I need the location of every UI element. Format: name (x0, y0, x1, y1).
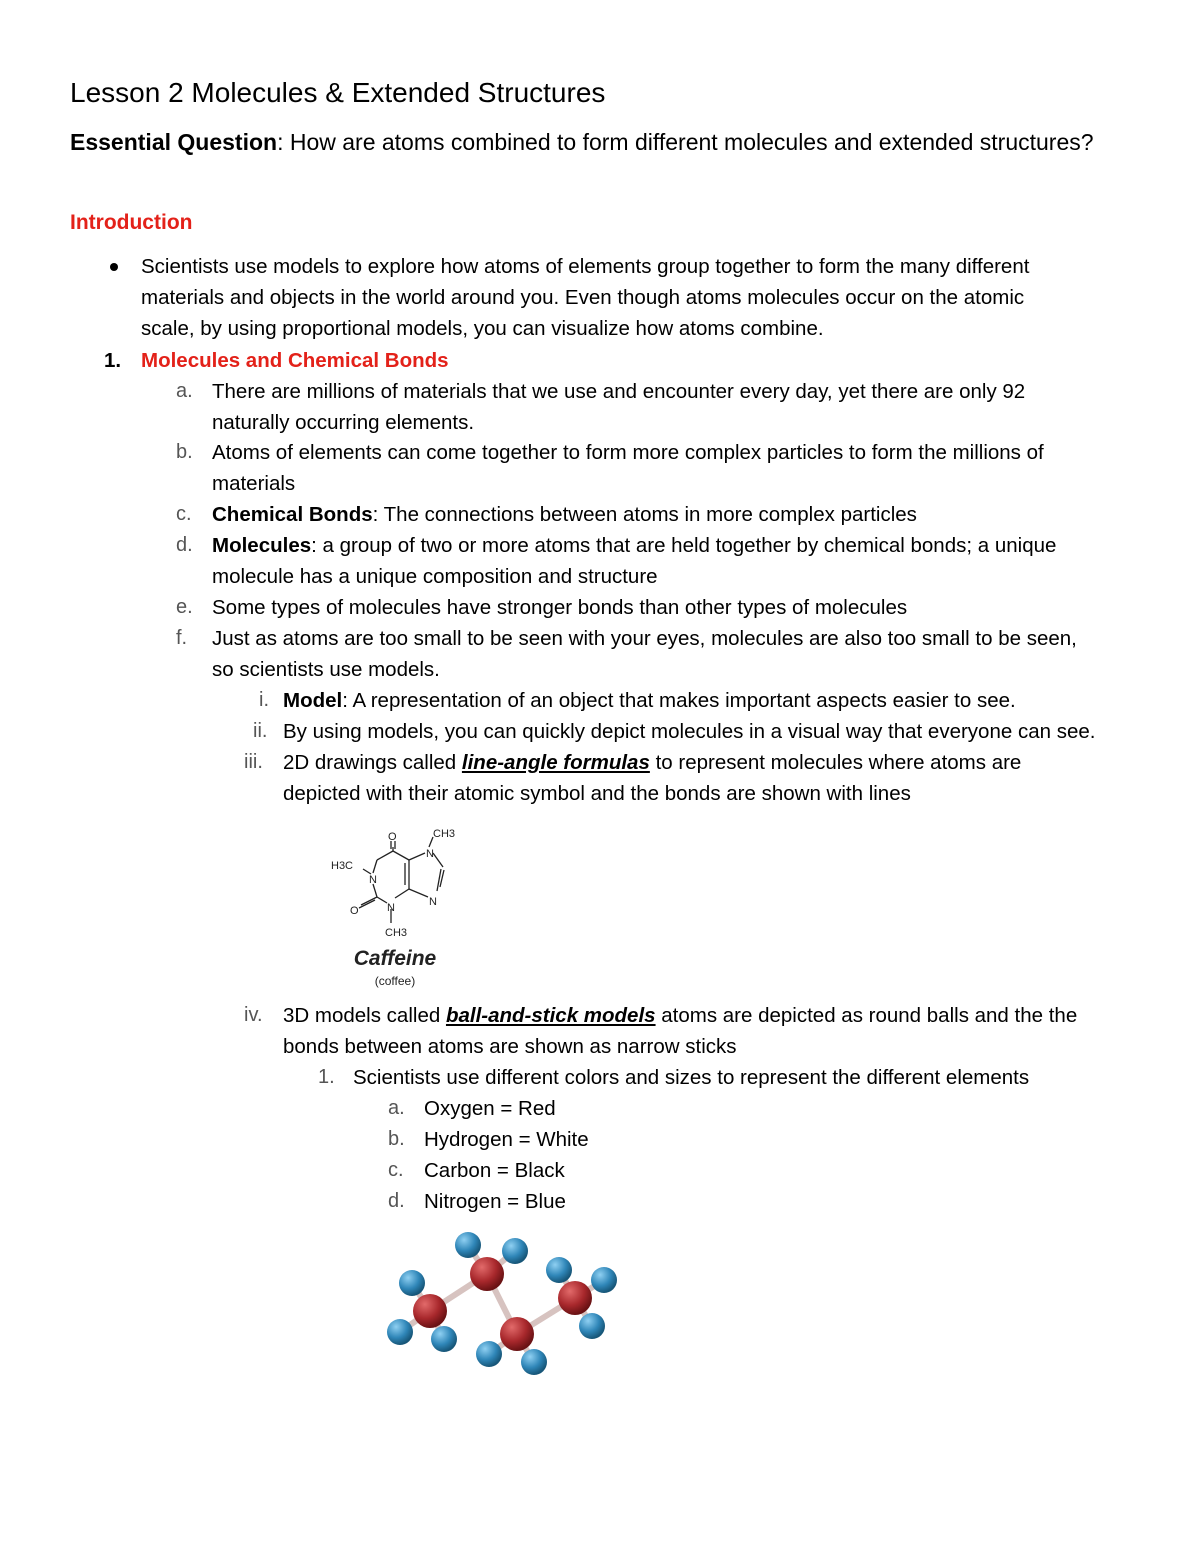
item-marker-f: f. (176, 627, 188, 649)
caffeine-structure-figure (325, 825, 465, 993)
lesson-title: Lesson 2 Molecules & Extended Structures (70, 77, 606, 108)
element-nitrogen: Nitrogen = Blue (424, 1190, 566, 1213)
section-number: 1. (104, 349, 122, 372)
introduction-heading: Introduction (70, 211, 193, 234)
blue-ball (431, 1326, 457, 1352)
item-marker-e: e. (176, 596, 193, 618)
term-molecules: Molecules (212, 534, 312, 557)
blue-ball (399, 1270, 425, 1296)
item-b-line-2: materials (212, 472, 296, 495)
item-marker-b: b. (176, 441, 193, 463)
intro-line-3: scale, by using proportional models, you can visualize how atoms combine. (141, 317, 824, 340)
blue-ball (455, 1232, 481, 1258)
item-d-line-2: molecule has a unique composition and structure (212, 565, 658, 588)
blue-ball (502, 1238, 528, 1264)
red-ball (470, 1257, 504, 1291)
term-chemical-bonds: Chemical Bonds (212, 503, 373, 526)
term-line-angle-formulas: line-angle formulas (461, 751, 650, 774)
caffeine-o-top: O (388, 831, 397, 843)
item-marker-c: c. (176, 503, 192, 525)
element-marker-c: c. (388, 1159, 404, 1181)
item-marker-d: d. (176, 534, 193, 556)
element-marker-b: b. (388, 1128, 405, 1150)
element-carbon: Carbon = Black (424, 1159, 565, 1182)
item-a-line-2: naturally occurring elements. (212, 411, 475, 434)
item-c-line: Chemical Bonds: The connections between atoms in more complex particles (212, 503, 917, 526)
blue-ball (387, 1319, 413, 1345)
caffeine-ch3-bottom: CH3 (385, 927, 408, 939)
item-f-line-2: so scientists use models. (212, 658, 440, 681)
blue-ball (591, 1267, 617, 1293)
blue-ball (476, 1341, 502, 1367)
element-marker-d: d. (388, 1190, 405, 1212)
sub-iii-line-1: 2D drawings called line-angle formulas to represent molecules where atoms are (283, 751, 1022, 774)
red-ball (413, 1294, 447, 1328)
term-ball-and-stick-models: ball-and-stick models (445, 1004, 656, 1027)
caffeine-n7: N (426, 848, 434, 860)
essential-question-label: Essential Question (70, 129, 278, 155)
sub-marker-iv: iv. (244, 1004, 263, 1026)
intro-line-2: materials and objects in the world around you. Even though atoms molecules occur on the atomic (141, 286, 1025, 309)
blue-ball (579, 1313, 605, 1339)
blue-ball (521, 1349, 547, 1375)
term-model: Model (283, 689, 343, 712)
item-f-line-1: Just as atoms are too small to be seen with your eyes, molecules are also too small to be seen, (212, 627, 1077, 650)
item-d-line-1: Molecules: a group of two or more atoms that are held together by chemical bonds; a unique (212, 534, 1057, 557)
item-b-line-1: Atoms of elements can come together to form more complex particles to form the millions of (212, 441, 1044, 464)
sub-ii-line: By using models, you can quickly depict molecules in a visual way that everyone can see. (283, 720, 1096, 743)
blue-ball (546, 1257, 572, 1283)
element-oxygen: Oxygen = Red (424, 1097, 556, 1120)
red-ball (558, 1281, 592, 1315)
sub-iv-line-1: 3D models called ball-and-stick models atoms are depicted as round balls and the the (283, 1004, 1078, 1027)
item-e-line: Some types of molecules have stronger bonds than other types of molecules (212, 596, 908, 619)
item-a-line-1: There are millions of materials that we use and encounter every day, yet there are only 92 (212, 380, 1026, 403)
item-marker-a: a. (176, 380, 193, 402)
caffeine-name: Caffeine (353, 947, 437, 970)
sub-i-line: Model: A representation of an object that makes important aspects easier to see. (283, 689, 1016, 712)
caffeine-ch3-top: CH3 (433, 828, 456, 840)
sub-marker-ii: ii. (253, 720, 268, 742)
caffeine-n9: N (429, 896, 437, 908)
element-marker-a: a. (388, 1097, 405, 1119)
sub-marker-i: i. (259, 689, 269, 711)
essential-question: Essential Question: How are atoms combined to form different molecules and extended structures? (70, 129, 1094, 155)
section-title: Molecules and Chemical Bonds (141, 349, 449, 372)
essential-question-text: How are atoms combined to form different molecules and extended structures? (283, 129, 1094, 155)
intro-line-1: Scientists use models to explore how atoms of elements group together to form the many different (141, 255, 1030, 278)
element-hydrogen: Hydrogen = White (424, 1128, 589, 1151)
sub-iii-line-2: depicted with their atomic symbol and the bonds are shown with lines (283, 782, 911, 805)
sub-iv-line-2: bonds between atoms are shown as narrow sticks (283, 1035, 737, 1058)
caffeine-n3: N (387, 902, 395, 914)
ball-and-stick-model-figure (380, 1225, 620, 1385)
colors-point-text: Scientists use different colors and sizes to represent the different elements (353, 1066, 1030, 1089)
caffeine-ch3-left: H3C (331, 860, 354, 872)
bullet-icon (110, 263, 118, 271)
colors-point-marker: 1. (318, 1066, 335, 1088)
caffeine-n1: N (369, 874, 377, 886)
red-ball (500, 1317, 534, 1351)
sub-marker-iii: iii. (244, 751, 263, 773)
caffeine-subtitle: (coffee) (374, 974, 416, 988)
caffeine-o-left: O (350, 905, 359, 917)
